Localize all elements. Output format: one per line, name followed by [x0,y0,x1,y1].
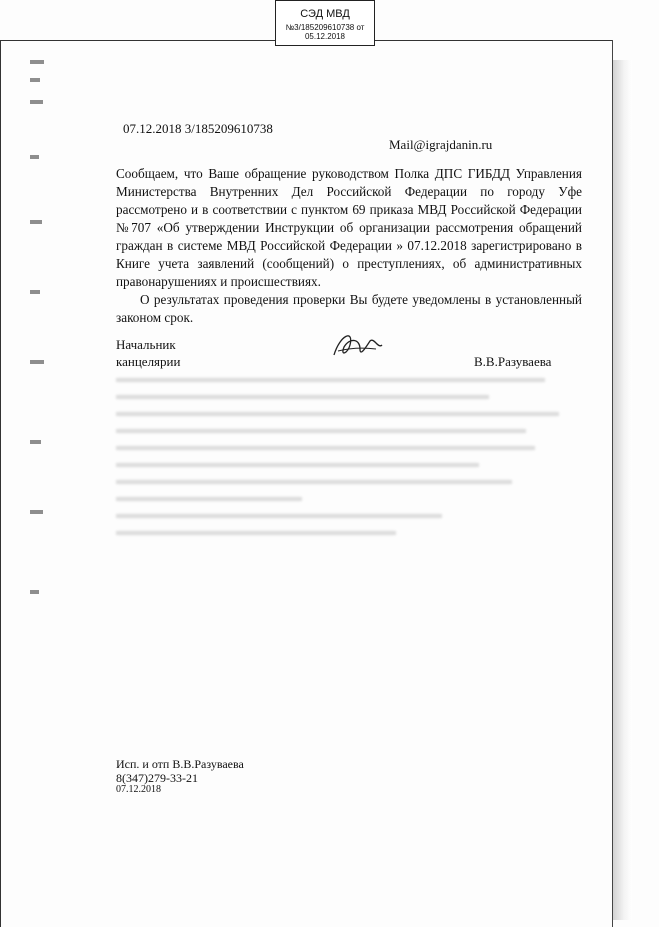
letter-body [116,165,582,327]
scan-noise-marks [30,60,46,620]
signer-position-line1: Начальник [116,337,176,352]
bleed-through-text [116,378,582,598]
stamp-number: №3/185209610738 от 05.12.2018 [285,23,365,41]
scan-shadow-edge [612,60,632,920]
email-address: Mail@igrajdanin.ru [389,137,493,152]
body-paragraph-1: Сообщаем, что Ваше обращение руководством Полка ДПС ГИБДД Управления Министерства Внутренних Дел Российской Федерации по городу Уфе рассмотрено и в соответствии с пунктом 69 приказа МВД Российской Федерации №707 «Об утверждении Инструкции об организации рассмотрения обращений граждан в системе МВД Российской Федерации » 07.12.2018 зарегистрировано в Книге учета заявлений (сообщений) о преступлениях, об административных правонарушениях и происшествиях. [116,166,582,289]
signer-position-line2: канцелярии [116,354,181,369]
frame-left-border [0,40,1,927]
signer-name: В.В.Разуваева [474,354,552,369]
executor-phone: 8(347)279-33-21 [116,771,198,785]
executor-line: Исп. и отп В.В.Разуваева [116,757,244,771]
handwritten-signature [330,327,386,363]
sed-stamp [275,0,375,46]
executor-date: 07.12.2018 [116,784,161,795]
date-number: 07.12.2018 3/185209610738 [123,121,273,136]
body-paragraph-2: О результатах проведения проверки Вы будете уведомлены в установленный законом срок. [116,292,582,325]
frame-right-border [612,40,613,927]
stamp-title: СЭД МВД [300,8,350,20]
